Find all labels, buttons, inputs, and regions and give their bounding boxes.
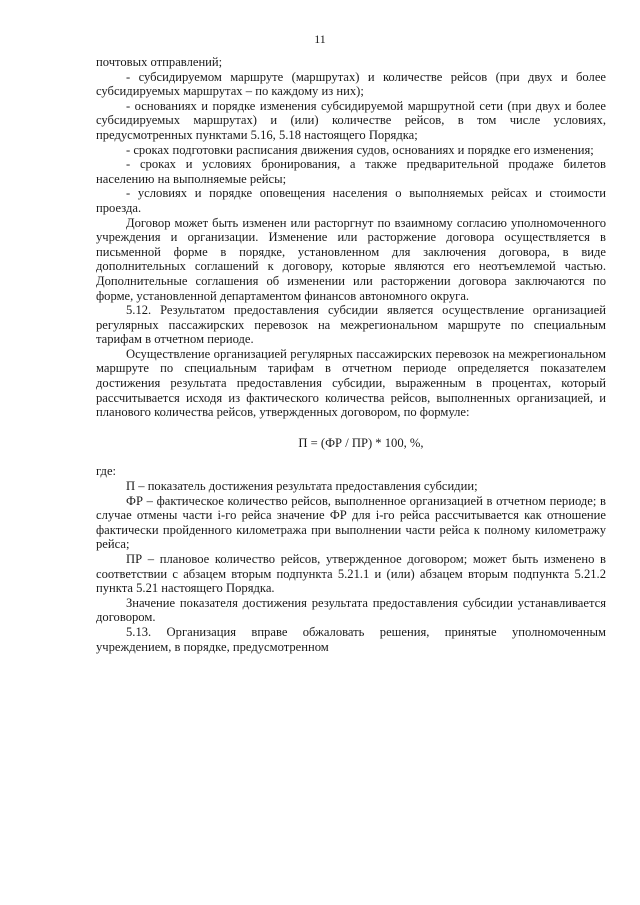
list-item: - сроках подготовки расписания движения судов, основаниях и порядке его изменения; [126, 142, 594, 157]
definition: П – показатель достижения результата предоставления субсидии; [126, 479, 478, 494]
definition: ФР – фактическое количество рейсов, выполненное организацией в отчетном периоде; в случае отмены части i-го рейса значение ФР для i-го рейса рассчитывается как отношение фактически пройденного километража при выполнении части рейса к полному километражу рейса; [96, 493, 606, 552]
list-item: - условиях и порядке оповещения населения о выполняемых рейсах и стоимости проезда. [96, 186, 606, 215]
paragraph: почтовых отправлений; [96, 55, 223, 69]
page-number: 11 [314, 32, 326, 46]
paragraph: Осуществление организацией регулярных пассажирских перевозок на межрегиональном маршруте по специальным тарифам в отчетном периоде определяется показателем достижения результата предоставления субсидии, выраженным в процентах, который рассчитывается исходя из фактического количества рейсов, выполненных организацией, и планового количества рейсов, утвержденных договором, по формуле: [96, 346, 606, 420]
paragraph: где: [96, 464, 117, 479]
list-item: - основаниях и порядке изменения субсидируемой маршрутной сети (при двух и более субсидируемых маршрутах) и (или) количестве рейсов, в том числе условиях, предусмотренных пунктами 5.16, 5.18 настоящего Порядка; [96, 98, 606, 142]
definition: ПР – плановое количество рейсов, утвержденное договором; может быть изменено в соответствии с абзацем вторым подпункта 5.21.1 и (или) абзацем вторым подпункта 5.21.2 пункта 5.21 настоящего Порядка. [96, 552, 606, 596]
paragraph: 5.12. Результатом предоставления субсидии является осуществление организацией регулярных пассажирских перевозок на межрегиональном маршруте по специальным тарифам в отчетном периоде. [96, 303, 606, 347]
list-item: - сроках и условиях бронирования, а также предварительной продаже билетов населению на выполняемые рейсы; [96, 157, 606, 186]
paragraph: Договор может быть изменен или расторгнут по взаимному согласию уполномоченного учреждения и организации. Изменение или расторжение договора осуществляется в письменной форме в порядке, установленном для заключения договора, в виде дополнительных соглашений к договору, которые являются его неотъемлемой частью. Дополнительные соглашения об изменении или расторжении договора заключаются по форме, установленной департаментом финансов автономного округа. [96, 215, 606, 303]
list-item: - субсидируемом маршруте (маршрутах) и количестве рейсов (при двух и более субсидируемых маршрутах – по каждому из них); [96, 69, 606, 99]
paragraph: Значение показателя достижения результата предоставления субсидии устанавливается договором. [96, 595, 606, 625]
formula: П = (ФР / ПР) * 100, %, [298, 435, 424, 450]
document-body [96, 55, 606, 654]
paragraph: 5.13. Организация вправе обжаловать решения, принятые уполномоченным учреждением, в порядке, предусмотренном [96, 624, 606, 654]
